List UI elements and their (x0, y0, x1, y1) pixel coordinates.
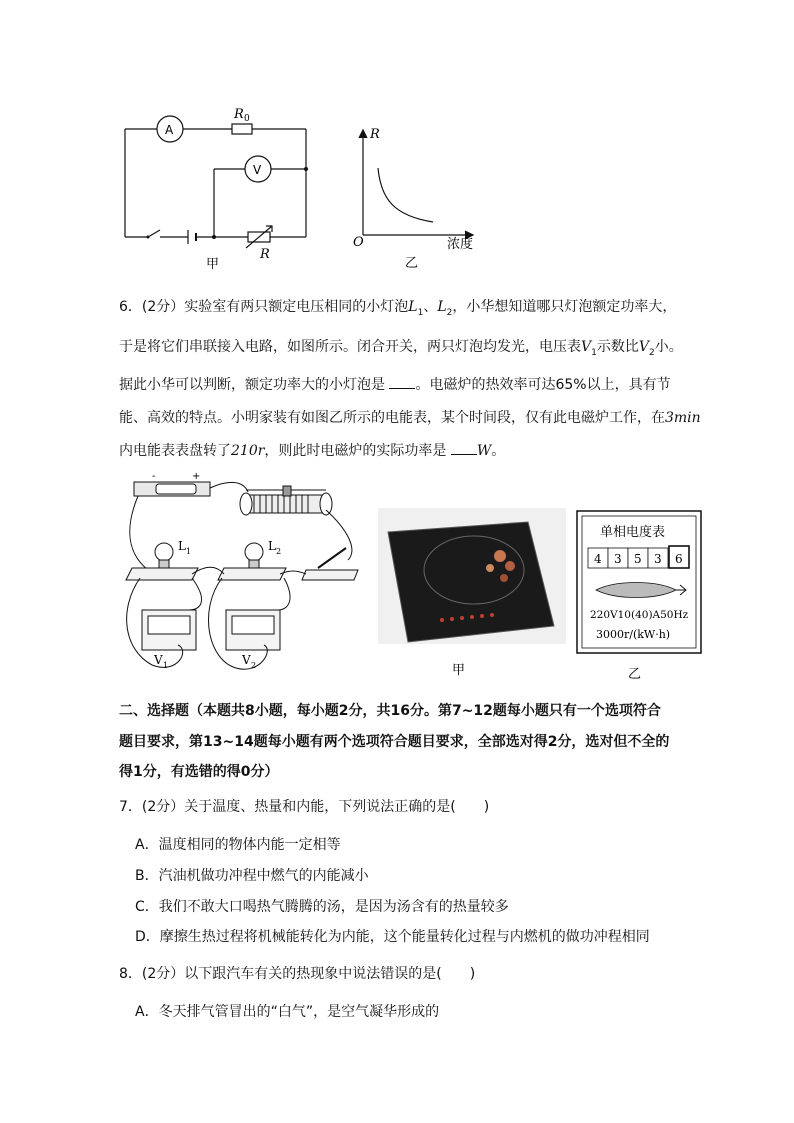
q6-time: 3min (665, 410, 701, 426)
q7-option-a[interactable]: A．温度相同的物体内能一定相等 (135, 837, 341, 853)
q7-option-b[interactable]: B．汽油机做功冲程中燃气的内能减小 (135, 868, 369, 884)
voltmeter-v1-label: V (154, 653, 163, 667)
energy-meter (576, 510, 704, 688)
voltmeter-label: V (253, 163, 262, 177)
q6-line-1 (119, 296, 676, 318)
q6-line-4 (119, 407, 701, 427)
graph-origin-label: O (353, 235, 364, 250)
section-2-heading-line-2: 题目要求，第13~14题每小题有两个选项符合题目要求，全部选对得2分，选对但不全的 (119, 734, 670, 750)
q6-answer-blank-1[interactable] (389, 376, 415, 389)
q6-line-3 (119, 374, 671, 394)
q6-line-1-tail: ，小华想知道哪只灯泡额定功率大， (452, 299, 677, 315)
figure-1-caption-jia: 甲 (206, 257, 220, 270)
voltmeter-v2-sub: 2 (251, 661, 257, 670)
q6-line-2c: 小。 (654, 339, 683, 355)
resistor-r0-label: R (234, 107, 244, 122)
meter-digit-2: 3 (614, 552, 622, 566)
figure-1-graph (345, 120, 485, 270)
q6-l2: L (437, 299, 447, 315)
lamp-l2-label: L (268, 539, 276, 553)
q6-line-3a: 据此小华可以判断，额定功率大的小灯泡是 (119, 377, 385, 393)
voltmeter-v1-sub: 1 (163, 661, 169, 670)
ammeter-label: A (165, 123, 174, 137)
lamp-l2-sub: 2 (276, 547, 282, 556)
q6-line-5 (119, 440, 505, 460)
meter-digit-4: 3 (654, 552, 662, 566)
graph-x-label: 浓度 (447, 237, 474, 252)
figure-2-circuit (118, 470, 368, 680)
q7-option-c[interactable]: C．我们不敢大口喝热气腾腾的汤，是因为汤含有的热量较多 (135, 899, 509, 915)
q6-l1: L (408, 299, 418, 315)
q6-revs: 210r (231, 443, 265, 459)
q6-line-5a: 内电能表表盘转了 (119, 443, 231, 459)
q6-sep: 、 (423, 299, 438, 315)
q6-answer-blank-2[interactable] (451, 442, 477, 455)
figure-2-caption-yi: 乙 (628, 667, 642, 682)
section-2-heading-line-1: 二、选择题（本题共8小题，每小题2分，共16分。第7~12题每小题只有一个选项符合 (119, 703, 661, 719)
q6-v2: V (638, 339, 649, 355)
q8-stem: 8．(2分）以下跟汽车有关的热现象中说法错误的是( ) (119, 966, 476, 982)
q6-line-4a: 能、高效的特点。小明家装有如图乙所示的电能表，某个时间段，仅有此电磁炉工作，在 (119, 410, 665, 426)
q6-v1-sub: 1 (591, 347, 597, 358)
q6-line-5e: 。 (491, 443, 506, 459)
meter-digit-1: 4 (594, 552, 602, 566)
q6-l2-sub: 2 (446, 307, 453, 318)
meter-spec-2: 3000r/(kW·h) (596, 628, 671, 641)
sensor-r-label: R (260, 247, 270, 262)
resistor-r0-sub: 0 (244, 114, 250, 124)
section-2-heading-line-3: 得1分，有选错的得0分） (119, 764, 279, 780)
q6-line-2a: 于是将它们串联接入电路，如图所示。闭合开关，两只灯泡均发光，电压表 (119, 339, 581, 355)
q6-unit: W (476, 443, 492, 459)
q6-line-2b: 示数比 (596, 339, 639, 355)
lamp-l1-label: L (178, 539, 186, 553)
battery-plus-label: + (192, 471, 201, 482)
q6-v2-sub: 2 (648, 347, 655, 358)
q7-stem: 7．(2分）关于温度、热量和内能，下列说法正确的是( ) (119, 799, 490, 815)
q6-l1-sub: 1 (417, 307, 424, 318)
q6-line-5c: ，则此时电磁炉的实际功率是 (264, 443, 447, 459)
meter-digit-5: 6 (675, 552, 683, 566)
graph-y-label: R (370, 127, 380, 142)
figure-1-caption-yi: 乙 (405, 256, 419, 270)
voltmeter-v2-label: V (242, 653, 251, 667)
q6-line-3b: 。电磁炉的热效率可达65%以上，具有节 (415, 377, 671, 393)
meter-title: 单相电度表 (600, 525, 666, 540)
q8-option-a[interactable]: A．冬天排气管冒出的“白气”，是空气凝华形成的 (135, 1004, 440, 1020)
battery-minus-label: - (152, 471, 156, 482)
q6-line-1-text: 6．(2分）实验室有两只额定电压相同的小灯泡 (119, 299, 409, 315)
q6-line-2 (119, 336, 683, 358)
meter-spec-1: 220V10(40)A50Hz (590, 609, 689, 621)
lamp-l1-sub: 1 (186, 547, 192, 556)
q6-v1: V (581, 339, 592, 355)
induction-cooker-image (378, 508, 566, 688)
figure-1-circuit (110, 100, 330, 270)
meter-digit-3: 5 (634, 552, 642, 566)
figure-2-caption-jia: 甲 (452, 663, 466, 678)
q7-option-d[interactable]: D．摩擦生热过程将机械能转化为内能，这个能量转化过程与内燃机的做功冲程相同 (135, 929, 650, 945)
